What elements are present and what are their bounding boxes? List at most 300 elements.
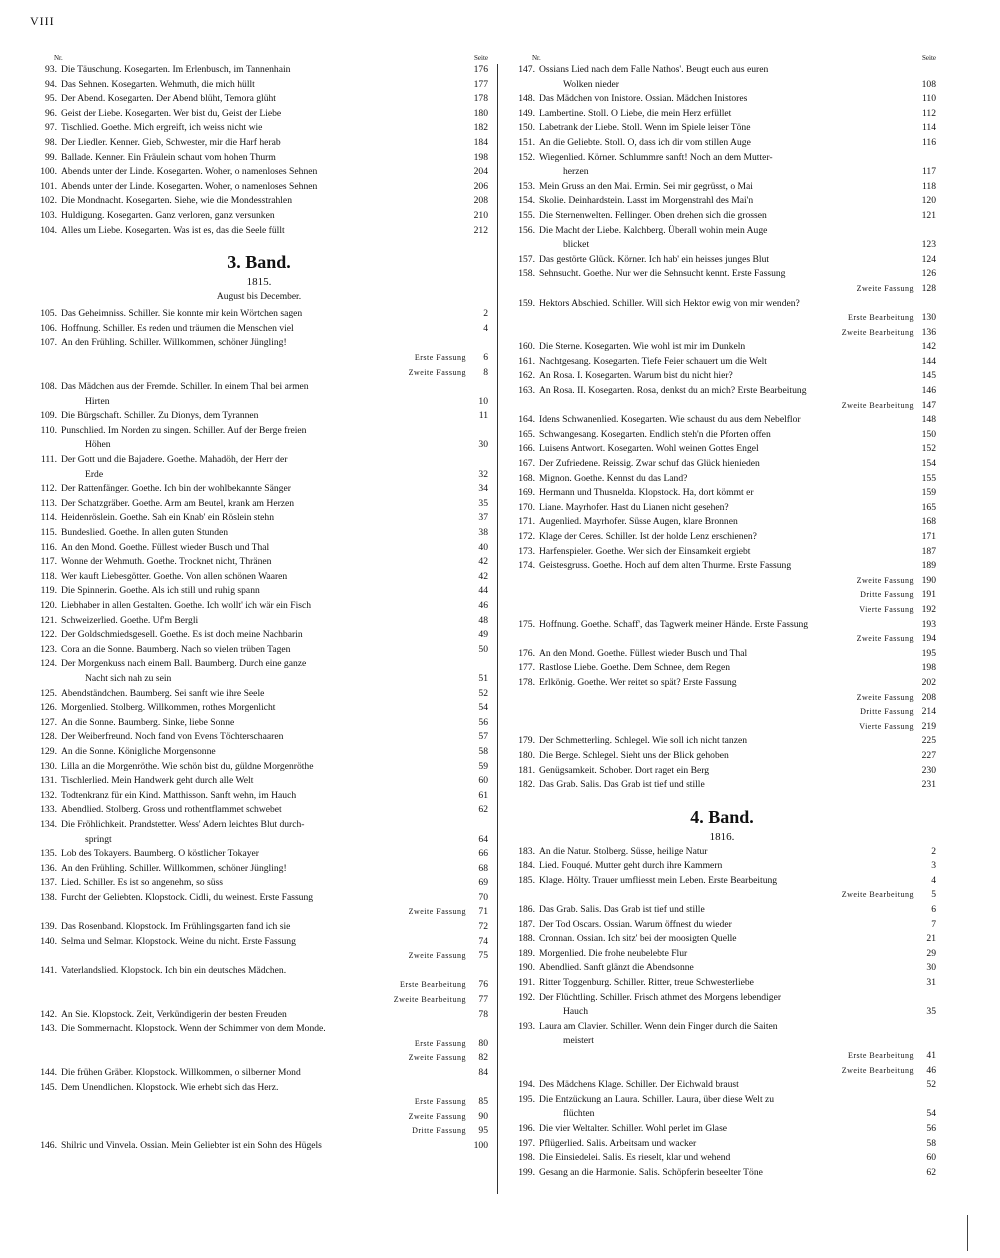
entry-number: 188. — [518, 933, 535, 945]
entry-list-band-3-cont — [508, 63, 936, 793]
nr-label: Nr. — [54, 54, 63, 62]
entry-page: 44 — [478, 585, 488, 597]
entry-row — [508, 764, 936, 779]
entry-page: 58 — [478, 745, 488, 757]
entry-text: Zweite Fassung — [408, 907, 466, 917]
entry-number: 174. — [518, 560, 535, 572]
entry-page: 147 — [921, 399, 936, 411]
entry-number: 157. — [518, 253, 535, 265]
entry-page: 30 — [926, 962, 936, 974]
entry-cont-line — [508, 78, 936, 93]
entry-page: 82 — [478, 1052, 488, 1064]
entry-number: 166. — [518, 443, 535, 455]
entry-number: 152. — [518, 151, 535, 163]
entry-text: Heidenröslein. Goethe. Sah ein Knab' ein Röslein stehn — [61, 512, 275, 524]
entry-row — [30, 78, 488, 93]
entry-number — [508, 632, 539, 647]
entry-number: 179. — [518, 735, 535, 747]
entry-text: Der Rattenfänger. Goethe. Ich bin der wohlbekannte Sänger — [61, 483, 291, 495]
entry-number — [508, 588, 539, 603]
entry-number — [30, 395, 61, 410]
entry-text: Tischlerlied. Mein Handwerk geht durch alle Welt — [61, 775, 254, 787]
entry-row — [508, 442, 936, 457]
column-header — [508, 50, 936, 63]
entry-page: 191 — [921, 589, 936, 601]
entry-number: 160. — [518, 341, 535, 353]
entry-text: Das Sehnen. Kosegarten. Wehmuth, die mich hüllt — [61, 78, 255, 90]
entry-row — [508, 501, 936, 516]
entry-row — [30, 121, 488, 136]
entry-number: 177. — [518, 662, 535, 674]
entry-page: 4 — [483, 322, 488, 334]
entry-row — [30, 745, 488, 760]
entry-text: Der Goldschmiedsgesell. Goethe. Es ist doch meine Nachbarin — [61, 629, 303, 641]
entry-number: 101. — [40, 180, 57, 192]
entry-number — [508, 1034, 539, 1049]
entry-page: 112 — [921, 107, 936, 119]
entry-row — [508, 224, 936, 239]
entry-text: Zweite Bearbeitung — [841, 890, 914, 900]
entry-row — [30, 891, 488, 906]
entry-page: 60 — [478, 775, 488, 787]
entry-number: 147. — [518, 64, 535, 75]
entry-row — [30, 497, 488, 512]
entry-text: Vierte Fassung — [859, 721, 914, 731]
entry-page: 187 — [921, 545, 936, 557]
entry-row — [508, 903, 936, 918]
entry-row — [30, 964, 488, 979]
entry-text: Laura am Clavier. Schiller. Wenn dein Finger durch die Saiten — [539, 1020, 778, 1032]
entry-page: 29 — [926, 947, 936, 959]
entry-text: An die Natur. Stolberg. Süsse, heilige Natur — [539, 845, 708, 857]
entry-page: 126 — [921, 268, 936, 280]
entry-page: 206 — [473, 180, 488, 192]
entry-number — [508, 311, 539, 326]
entry-text: Der Zufriedene. Reissig. Zwar schuf das Glück hienieden — [539, 458, 760, 470]
entry-text: Zweite Fassung — [408, 951, 466, 961]
entry-page — [914, 151, 936, 166]
entry-list-band-4 — [508, 845, 936, 1181]
entry-number: 95. — [45, 93, 57, 105]
entry-page — [914, 63, 936, 78]
entry-row — [30, 599, 488, 614]
entry-row — [508, 413, 936, 428]
entry-sub-line — [30, 1037, 488, 1052]
volume-range: August bis December. — [216, 292, 302, 303]
entry-page — [466, 424, 488, 439]
entry-text: Dritte Fassung — [412, 1126, 466, 1136]
entry-page: 114 — [921, 122, 936, 134]
entry-page: 60 — [926, 1152, 936, 1164]
entry-cont-line — [508, 1005, 936, 1020]
entry-page: 78 — [478, 1008, 488, 1020]
entry-sub-line — [30, 1051, 488, 1066]
entry-row — [508, 1151, 936, 1166]
entry-page: 41 — [926, 1050, 936, 1061]
entry-text: herzen — [563, 166, 589, 178]
entry-page: 144 — [921, 355, 936, 367]
entry-page: 38 — [478, 527, 488, 539]
entry-text: An die Geliebte. Stoll. O, dass ich dir vom stillen Auge — [539, 136, 751, 148]
entry-page — [914, 1034, 936, 1049]
entry-sub-line — [508, 326, 936, 341]
entry-text: Genügsamkeit. Schober. Dort raget ein Berg — [539, 764, 710, 776]
entry-number: 97. — [45, 122, 57, 134]
entry-number: 118. — [40, 570, 57, 582]
entry-page: 34 — [478, 483, 488, 495]
entry-number: 140. — [40, 935, 57, 947]
entry-row — [508, 545, 936, 560]
entry-text: Labetrank der Liebe. Stoll. Wenn im Spiele leiser Töne — [539, 122, 751, 134]
entry-number: 114. — [40, 512, 57, 524]
entry-number: 168. — [518, 472, 535, 484]
entry-row — [30, 180, 488, 195]
entry-page: 37 — [478, 512, 488, 524]
entry-sub-line — [508, 888, 936, 903]
entry-page: 46 — [478, 600, 488, 611]
entry-text: An den Frühling. Schiller. Willkommen, schöner Jüngling! — [61, 862, 287, 874]
entry-text: Klage. Hölty. Trauer umfliesst mein Leben. Erste Bearbeitung — [539, 874, 778, 886]
entry-page: 204 — [473, 166, 488, 178]
entry-text: Ritter Toggenburg. Schiller. Ritter, treue Schwesterliebe — [539, 977, 754, 989]
entry-row — [508, 859, 936, 874]
entry-sub-line — [508, 1049, 936, 1064]
entry-text: flüchten — [563, 1108, 595, 1120]
seite-label: Seite — [922, 54, 936, 62]
entry-number: 104. — [40, 224, 57, 236]
entry-page: 5 — [931, 889, 936, 901]
entry-page: 230 — [921, 764, 936, 776]
entry-text: Harfenspieler. Goethe. Wer sich der Einsamkeit ergiebt — [539, 545, 751, 557]
entry-text: Die Einsiedelei. Salis. Es rieselt, klar und wehend — [539, 1152, 731, 1164]
entry-number: 107. — [40, 337, 57, 349]
entry-number: 149. — [518, 107, 535, 119]
entry-number — [508, 399, 539, 414]
entry-number: 109. — [40, 410, 57, 422]
entry-text: Ballade. Kenner. Ein Fräulein schaut vom hohen Thurm — [61, 151, 276, 163]
entry-text: Mein Gruss an den Mai. Ermin. Sei mir gegrüsst, o Mai — [539, 180, 753, 192]
entry-number: 116. — [40, 541, 57, 553]
entry-number — [30, 351, 61, 366]
entry-text: Geist der Liebe. Kosegarten. Wer bist du, Geist der Liebe — [61, 107, 282, 119]
entry-text: springt — [85, 833, 112, 845]
entry-number: 189. — [518, 947, 535, 959]
entry-sub-line — [30, 1110, 488, 1125]
entry-page: 57 — [478, 731, 488, 743]
entry-text: Nachtgesang. Kosegarten. Tiefe Feier schauert um die Welt — [539, 355, 767, 367]
entry-number: 173. — [518, 545, 535, 557]
entry-page: 212 — [473, 224, 488, 236]
entry-row — [30, 774, 488, 789]
entry-text: Zweite Bearbeitung — [841, 327, 914, 337]
entry-text: Punschlied. Im Norden zu singen. Schiller. Auf der Berge freien — [61, 424, 307, 436]
entry-text: Skolie. Deinhardstein. Lasst im Morgenstrahl des Mai'n — [539, 195, 754, 207]
entry-number: 141. — [40, 964, 57, 976]
entry-number: 155. — [518, 209, 535, 221]
entry-sub-line — [508, 691, 936, 706]
entry-number: 198. — [518, 1152, 535, 1164]
entry-number: 112. — [40, 483, 57, 495]
entry-page: 198 — [473, 151, 488, 163]
entry-page: 118 — [921, 180, 936, 192]
entry-row — [508, 121, 936, 136]
entry-page: 59 — [478, 760, 488, 772]
entry-number: 178. — [518, 676, 535, 688]
entry-page: 150 — [921, 428, 936, 440]
entry-page: 51 — [478, 672, 488, 684]
entry-text: Der Weiberfreund. Noch fand von Evens Töchterschaaren — [61, 731, 284, 743]
entry-cont-line — [508, 1107, 936, 1122]
entry-page: 42 — [478, 556, 488, 568]
entry-text: Cora an die Sonne. Baumberg. Nach so vielen trüben Tagen — [61, 643, 291, 655]
entry-row — [508, 1020, 936, 1035]
entry-sub-line — [30, 1124, 488, 1139]
entry-row — [30, 526, 488, 541]
entry-row — [30, 1008, 488, 1023]
entry-row — [30, 1139, 488, 1154]
entry-row — [508, 457, 936, 472]
entry-text: Dritte Fassung — [860, 590, 914, 600]
entry-number: 111. — [40, 454, 57, 466]
entry-text: Erste Fassung — [414, 352, 466, 362]
entry-number — [30, 1124, 61, 1139]
entry-number: 117. — [40, 556, 57, 568]
entry-number: 138. — [40, 891, 57, 903]
entry-text: Der Tod Oscars. Ossian. Warum öffnest du wieder — [539, 918, 732, 930]
entry-text: Zweite Fassung — [856, 692, 914, 702]
entry-text: Die Berge. Schlegel. Sieht uns der Blick gehoben — [539, 749, 729, 761]
entry-text: Vaterlandslied. Klopstock. Ich bin ein deutsches Mädchen. — [61, 964, 287, 976]
entry-row — [508, 749, 936, 764]
entry-row — [508, 63, 936, 78]
entry-number — [508, 238, 539, 253]
entry-page — [466, 657, 488, 672]
entry-page: 2 — [483, 308, 488, 320]
entry-row — [508, 355, 936, 370]
entry-sub-line — [30, 905, 488, 920]
entry-cont-line — [30, 395, 488, 410]
entry-row — [30, 876, 488, 891]
entry-row — [30, 687, 488, 702]
entry-row — [30, 165, 488, 180]
entry-number: 151. — [518, 136, 535, 148]
entry-sub-line — [30, 1095, 488, 1110]
entry-row — [508, 676, 936, 691]
entry-text: Lied. Schiller. Es ist so angenehm, so süss — [61, 877, 224, 889]
entry-number: 165. — [518, 428, 535, 440]
entry-page: 136 — [921, 326, 936, 338]
entry-row — [508, 918, 936, 933]
entry-text: An den Mond. Goethe. Füllest wieder Busch und Thal — [539, 647, 748, 659]
entry-sub-line — [30, 949, 488, 964]
entry-page: 35 — [478, 497, 488, 509]
entry-text: Die Entzückung an Laura. Schiller. Laura, über diese Welt zu — [539, 1093, 775, 1105]
entry-page: 117 — [921, 166, 936, 178]
entry-sub-line — [508, 399, 936, 414]
entry-page: 165 — [921, 501, 936, 513]
margin-mark — [967, 1215, 968, 1251]
entry-number: 185. — [518, 874, 535, 886]
entry-page: 176 — [473, 64, 488, 75]
entry-text: Liane. Mayrhofer. Hast du Lianen nicht gesehen? — [539, 501, 729, 513]
entry-text: Zweite Fassung — [408, 1111, 466, 1121]
entry-page: 54 — [926, 1108, 936, 1120]
entry-text: Die Sommernacht. Klopstock. Wenn der Schimmer von dem Monde. — [61, 1023, 326, 1035]
entry-page: 8 — [483, 366, 488, 378]
entry-row — [30, 107, 488, 122]
entry-row — [508, 384, 936, 399]
entry-number: 135. — [40, 848, 57, 860]
entry-row — [30, 409, 488, 424]
entry-page: 208 — [473, 195, 488, 207]
entry-number — [30, 1051, 61, 1066]
volume-year: 1816. — [709, 830, 735, 843]
entry-sub-line — [508, 282, 936, 297]
entry-row — [30, 862, 488, 877]
entry-row — [508, 428, 936, 443]
entry-page: 128 — [921, 282, 936, 294]
entry-row — [508, 530, 936, 545]
volume-title: 3. Band. — [227, 252, 291, 273]
entry-sub-line — [30, 978, 488, 993]
entry-page: 72 — [478, 921, 488, 933]
entry-text: Wiegenlied. Körner. Schlummre sanft! Noch an dem Mutter- — [539, 151, 773, 163]
entry-cont-line — [30, 672, 488, 687]
entry-page: 56 — [926, 1122, 936, 1134]
entry-text: Zweite Fassung — [408, 367, 466, 377]
entry-row — [30, 63, 488, 78]
entry-row — [30, 224, 488, 239]
entry-row — [508, 647, 936, 662]
entry-page: 192 — [921, 603, 936, 615]
entry-number — [30, 438, 61, 453]
entry-row — [30, 803, 488, 818]
entry-sub-line — [508, 603, 936, 618]
entry-number: 103. — [40, 209, 57, 221]
entry-number: 191. — [518, 977, 535, 989]
entry-text: Das Rosenband. Klopstock. Im Frühlingsgarten fand ich sie — [61, 921, 291, 933]
entry-row — [508, 874, 936, 889]
entry-number: 123. — [40, 643, 57, 655]
entry-row — [508, 618, 936, 633]
entry-number — [508, 574, 539, 589]
entry-number: 137. — [40, 877, 57, 889]
entry-page: 64 — [478, 833, 488, 845]
entry-number — [508, 78, 539, 93]
entry-number: 163. — [518, 385, 535, 397]
entry-text: Huldigung. Kosegarten. Ganz verloren, ganz versunken — [61, 209, 275, 221]
entry-text: Wonne der Wehmuth. Goethe. Trocknet nicht, Thränen — [61, 556, 272, 568]
entry-page: 180 — [473, 107, 488, 119]
entry-number: 102. — [40, 195, 57, 207]
entry-text: An die Sonne. Baumberg. Sinke, liebe Sonne — [61, 716, 235, 728]
entry-page: 54 — [478, 702, 488, 714]
entry-row — [30, 789, 488, 804]
entry-page: 71 — [478, 906, 488, 918]
entry-row — [508, 1078, 936, 1093]
entry-page: 21 — [926, 933, 936, 945]
column-header — [30, 50, 488, 63]
entry-text: Lob des Tokayers. Baumberg. O köstlicher Tokayer — [61, 848, 259, 860]
entry-text: Lied. Fouqué. Mutter geht durch ihre Kammern — [539, 860, 723, 872]
entry-text: Hoffnung. Goethe. Schaff', das Tagwerk meiner Hände. Erste Fassung — [539, 618, 809, 630]
entry-number — [30, 468, 61, 483]
entry-text: Tischlied. Goethe. Mich ergreift, ich weiss nicht wie — [61, 122, 263, 134]
entry-row — [508, 472, 936, 487]
entry-number — [508, 326, 539, 341]
entry-text: Hauch — [563, 1006, 589, 1018]
entry-text: Morgenlied. Stolberg. Willkommen, rothes Morgenlicht — [61, 702, 276, 714]
entry-number — [30, 833, 61, 848]
entry-text: Sehnsucht. Goethe. Nur wer die Sehnsucht kennt. Erste Fassung — [539, 268, 786, 280]
entry-number: 124. — [40, 658, 57, 670]
entry-text: Shilric und Vinvela. Ossian. Mein Geliebter ist ein Sohn des Hügels — [61, 1139, 322, 1151]
entry-number — [508, 691, 539, 706]
entry-number: 129. — [40, 745, 57, 757]
entry-page: 171 — [921, 531, 936, 542]
entry-page: 6 — [931, 904, 936, 916]
entry-text: An Sie. Klopstock. Zeit, Verkündigerin der besten Freuden — [61, 1008, 287, 1020]
entry-row — [508, 486, 936, 501]
entry-page: 77 — [478, 994, 488, 1006]
entry-text: Hoffnung. Schiller. Es reden und träumen die Menschen viel — [61, 322, 294, 334]
entry-number: 108. — [40, 381, 57, 393]
entry-sub-line — [508, 632, 936, 647]
entry-number: 106. — [40, 322, 57, 334]
entry-text: Lilla an die Morgenröthe. Wie schön bist du, güldne Morgenröthe — [61, 760, 314, 772]
entry-sub-line — [30, 993, 488, 1008]
entry-number: 153. — [518, 180, 535, 192]
entry-text: Schwangesang. Kosegarten. Endlich steh'n die Pforten offen — [539, 428, 771, 440]
entry-page: 66 — [478, 848, 488, 860]
entry-number: 199. — [518, 1166, 535, 1178]
entry-page: 68 — [478, 862, 488, 874]
entry-page: 152 — [921, 443, 936, 455]
entry-page: 124 — [921, 253, 936, 265]
entry-row — [30, 424, 488, 439]
entry-page: 194 — [921, 633, 936, 645]
right-column — [508, 50, 936, 1180]
column-divider — [497, 64, 498, 1194]
entry-number: 172. — [518, 531, 535, 542]
entry-number: 176. — [518, 647, 535, 659]
entry-number: 120. — [40, 600, 57, 611]
entry-page: 231 — [921, 779, 936, 791]
entry-page — [466, 453, 488, 468]
entry-text: Furcht der Geliebten. Klopstock. Cidli, du weinest. Erste Fassung — [61, 891, 314, 903]
entry-text: Idens Schwanenlied. Kosegarten. Wie schaust du aus dem Nebelflor — [539, 414, 801, 426]
entry-text: Der Schmetterling. Schlegel. Wie soll ich nicht tanzen — [539, 735, 748, 747]
entry-page: 42 — [478, 570, 488, 582]
entry-text: Zweite Bearbeitung — [393, 995, 466, 1005]
entry-page — [466, 336, 488, 351]
entry-page — [466, 380, 488, 395]
entry-number: 133. — [40, 804, 57, 816]
entry-page — [466, 1022, 488, 1037]
entry-sub-line — [508, 720, 936, 735]
entry-number — [30, 1110, 61, 1125]
entry-number — [30, 949, 61, 964]
entry-page: 123 — [921, 239, 936, 251]
entry-text: Abendlied. Stolberg. Gross und rothentflammet schwebet — [61, 804, 282, 816]
entry-number: 105. — [40, 308, 57, 320]
entry-text: Dritte Fassung — [860, 707, 914, 717]
entry-row — [30, 336, 488, 351]
entry-sub-line — [508, 588, 936, 603]
entry-page: 84 — [478, 1067, 488, 1078]
entry-page: 227 — [921, 749, 936, 761]
entry-text: Das gestörte Glück. Körner. Ich hab' ein heisses junges Blut — [539, 253, 770, 265]
